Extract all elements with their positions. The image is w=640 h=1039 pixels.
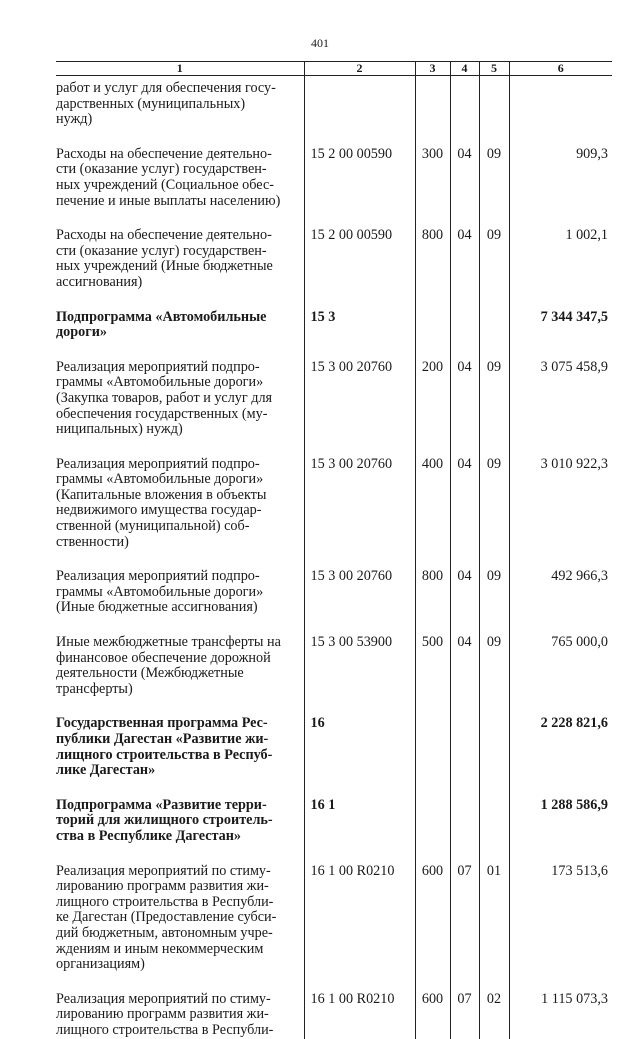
row-section — [450, 81, 479, 128]
table-row — [56, 360, 612, 438]
spacer-cell — [479, 550, 509, 569]
spacer-cell — [450, 209, 479, 228]
spacer-cell — [415, 128, 450, 147]
row-subsection — [479, 310, 509, 341]
row-spacer — [56, 616, 612, 635]
spacer-cell — [450, 128, 479, 147]
page-number: 401 — [311, 36, 329, 50]
column-header-6: 6 — [509, 62, 612, 76]
table-row — [56, 864, 612, 973]
row-subsection — [479, 81, 509, 128]
spacer-cell — [415, 550, 450, 569]
spacer-cell — [479, 209, 509, 228]
row-subsection: 09 — [479, 228, 509, 290]
spacer-cell — [56, 779, 304, 798]
table-row — [56, 147, 612, 209]
spacer-cell — [479, 438, 509, 457]
spacer-cell — [304, 438, 415, 457]
row-section — [450, 716, 479, 778]
spacer-cell — [304, 341, 415, 360]
row-subsection: 09 — [479, 569, 509, 616]
spacer-cell — [304, 973, 415, 992]
row-spacer — [56, 779, 612, 798]
column-header-4: 4 — [450, 62, 479, 76]
row-expense-type: 500 — [415, 635, 450, 697]
spacer-cell — [509, 616, 612, 635]
row-amount: 2 228 821,6 — [509, 716, 612, 778]
row-code: 16 1 00 R0210 — [304, 992, 415, 1039]
spacer-cell — [304, 845, 415, 864]
row-spacer — [56, 291, 612, 310]
spacer-cell — [56, 291, 304, 310]
spacer-cell — [509, 550, 612, 569]
row-expense-type: 200 — [415, 360, 450, 438]
row-spacer — [56, 973, 612, 992]
spacer-cell — [415, 291, 450, 310]
spacer-cell — [509, 779, 612, 798]
spacer-cell — [479, 779, 509, 798]
spacer-cell — [509, 438, 612, 457]
row-spacer — [56, 209, 612, 228]
column-header-1: 1 — [56, 62, 304, 76]
spacer-cell — [509, 697, 612, 716]
spacer-cell — [304, 291, 415, 310]
spacer-cell — [56, 438, 304, 457]
row-subsection: 09 — [479, 147, 509, 209]
budget-table — [56, 61, 612, 1039]
row-code: 16 1 — [304, 798, 415, 845]
row-amount: 3 010 922,3 — [509, 457, 612, 551]
spacer-cell — [56, 973, 304, 992]
spacer-cell — [479, 341, 509, 360]
row-expense-type: 600 — [415, 992, 450, 1039]
spacer-cell — [509, 341, 612, 360]
row-name: Реализация мероприятий подпро- граммы «Автомобильные дороги» (Капитальные вложения в объекты недвижимого имущества государ- ственной (муниципальной) соб- ственности) — [56, 455, 267, 550]
table-row — [56, 716, 612, 778]
row-code: 16 1 00 R0210 — [304, 864, 415, 973]
spacer-cell — [450, 697, 479, 716]
row-name: Иные межбюджетные трансферты на финансовое обеспечение дорожной деятельности (Межбюджетные трансферты) — [56, 634, 281, 697]
row-section: 04 — [450, 569, 479, 616]
row-section: 04 — [450, 635, 479, 697]
spacer-cell — [415, 438, 450, 457]
row-expense-type: 800 — [415, 228, 450, 290]
row-code: 15 2 00 00590 — [304, 147, 415, 209]
row-expense-type — [415, 798, 450, 845]
spacer-cell — [56, 341, 304, 360]
spacer-cell — [450, 550, 479, 569]
spacer-cell — [479, 697, 509, 716]
spacer-cell — [56, 550, 304, 569]
spacer-cell — [56, 845, 304, 864]
row-expense-type — [415, 81, 450, 128]
spacer-cell — [509, 973, 612, 992]
spacer-cell — [479, 291, 509, 310]
row-amount — [509, 81, 612, 128]
row-subsection: 09 — [479, 360, 509, 438]
row-code: 15 3 00 20760 — [304, 457, 415, 551]
table-row — [56, 457, 612, 551]
row-amount: 1 002,1 — [509, 228, 612, 290]
spacer-cell — [56, 128, 304, 147]
header-row — [56, 62, 612, 76]
row-name: Реализация мероприятий подпро- граммы «Автомобильные дороги» (Закупка товаров, работ и услуг для обеспечения государственных (му- ниципальных) нужд) — [56, 358, 273, 438]
spacer-cell — [415, 779, 450, 798]
row-spacer — [56, 550, 612, 569]
spacer-cell — [56, 209, 304, 228]
row-name: Расходы на обеспечение деятельно- сти (оказание услуг) государствен- ных учреждений (Социальное обес- печение и иные выплаты населению) — [56, 145, 281, 209]
row-amount: 7 344 347,5 — [509, 310, 612, 341]
spacer-cell — [479, 616, 509, 635]
row-spacer — [56, 438, 612, 457]
row-spacer — [56, 845, 612, 864]
table-row — [56, 228, 612, 290]
row-section: 07 — [450, 992, 479, 1039]
row-amount: 909,3 — [509, 147, 612, 209]
row-name: Подпрограмма «Развитие терри- торий для жилищного строитель- ства в Республике Дагестан» — [56, 796, 273, 844]
spacer-cell — [450, 438, 479, 457]
row-expense-type — [415, 310, 450, 341]
spacer-cell — [304, 550, 415, 569]
row-code — [304, 81, 415, 128]
row-expense-type: 400 — [415, 457, 450, 551]
row-expense-type: 800 — [415, 569, 450, 616]
row-name: работ и услуг для обеспечения госу- дарственных (муниципальных) нужд) — [56, 80, 276, 128]
spacer-cell — [415, 341, 450, 360]
spacer-cell — [304, 128, 415, 147]
spacer-cell — [415, 973, 450, 992]
row-expense-type: 300 — [415, 147, 450, 209]
spacer-cell — [415, 697, 450, 716]
row-expense-type — [415, 716, 450, 778]
spacer-cell — [450, 845, 479, 864]
row-amount: 3 075 458,9 — [509, 360, 612, 438]
row-amount: 1 288 586,9 — [509, 798, 612, 845]
row-name: Реализация мероприятий по стиму- лированию программ развития жи- лищного строительства в Республи- — [56, 990, 274, 1038]
row-name: Государственная программа Рес- публики Дагестан «Развитие жи- лищного строительства в Респуб- лике Дагестан» — [56, 715, 273, 779]
row-section — [450, 310, 479, 341]
spacer-cell — [304, 779, 415, 798]
row-name: Реализация мероприятий подпро- граммы «Автомобильные дороги» (Иные бюджетные ассигнования) — [56, 568, 264, 616]
row-section: 04 — [450, 457, 479, 551]
spacer-cell — [509, 845, 612, 864]
row-code: 15 3 00 20760 — [304, 569, 415, 616]
row-subsection: 09 — [479, 457, 509, 551]
column-header-3: 3 — [415, 62, 450, 76]
row-subsection — [479, 798, 509, 845]
table-row — [56, 635, 612, 697]
spacer-cell — [415, 845, 450, 864]
spacer-cell — [450, 291, 479, 310]
spacer-cell — [415, 616, 450, 635]
spacer-cell — [56, 697, 304, 716]
row-code: 15 3 — [304, 310, 415, 341]
row-subsection — [479, 716, 509, 778]
spacer-cell — [415, 209, 450, 228]
row-code: 15 3 00 53900 — [304, 635, 415, 697]
row-section: 04 — [450, 147, 479, 209]
row-section: 04 — [450, 360, 479, 438]
spacer-cell — [450, 616, 479, 635]
table-row — [56, 992, 612, 1039]
spacer-cell — [509, 209, 612, 228]
spacer-cell — [450, 779, 479, 798]
table-row — [56, 310, 612, 341]
table-body — [56, 76, 612, 1039]
row-name: Расходы на обеспечение деятельно- сти (оказание услуг) государствен- ных учреждений (Иные бюджетные ассигнования) — [56, 227, 273, 290]
table-row — [56, 569, 612, 616]
spacer-cell — [479, 128, 509, 147]
row-spacer — [56, 128, 612, 147]
row-code: 16 — [304, 716, 415, 778]
spacer-cell — [509, 291, 612, 310]
row-spacer — [56, 697, 612, 716]
column-header-2: 2 — [304, 62, 415, 76]
spacer-cell — [450, 341, 479, 360]
column-header-5: 5 — [479, 62, 509, 76]
row-amount: 1 115 073,3 — [509, 992, 612, 1039]
row-amount: 765 000,0 — [509, 635, 612, 697]
spacer-cell — [479, 973, 509, 992]
row-subsection: 02 — [479, 992, 509, 1039]
spacer-cell — [509, 128, 612, 147]
table-row — [56, 798, 612, 845]
row-section: 04 — [450, 228, 479, 290]
row-name: Реализация мероприятий по стиму- лированию программ развития жи- лищного строительства в Республи- ке Дагестан (Предоставление субси- дий бюджетным, автономным учре- ждениям и иным некоммерческим организациям) — [56, 862, 277, 973]
row-code: 15 2 00 00590 — [304, 228, 415, 290]
row-code: 15 3 00 20760 — [304, 360, 415, 438]
row-section: 07 — [450, 864, 479, 973]
row-subsection: 09 — [479, 635, 509, 697]
spacer-cell — [304, 616, 415, 635]
row-amount: 173 513,6 — [509, 864, 612, 973]
table-row — [56, 81, 612, 128]
spacer-cell — [479, 845, 509, 864]
row-amount: 492 966,3 — [509, 569, 612, 616]
spacer-cell — [304, 697, 415, 716]
row-subsection: 01 — [479, 864, 509, 973]
row-spacer — [56, 341, 612, 360]
row-expense-type: 600 — [415, 864, 450, 973]
row-name: Подпрограмма «Автомобильные дороги» — [56, 308, 267, 341]
spacer-cell — [304, 209, 415, 228]
row-section — [450, 798, 479, 845]
spacer-cell — [56, 616, 304, 635]
spacer-cell — [450, 973, 479, 992]
